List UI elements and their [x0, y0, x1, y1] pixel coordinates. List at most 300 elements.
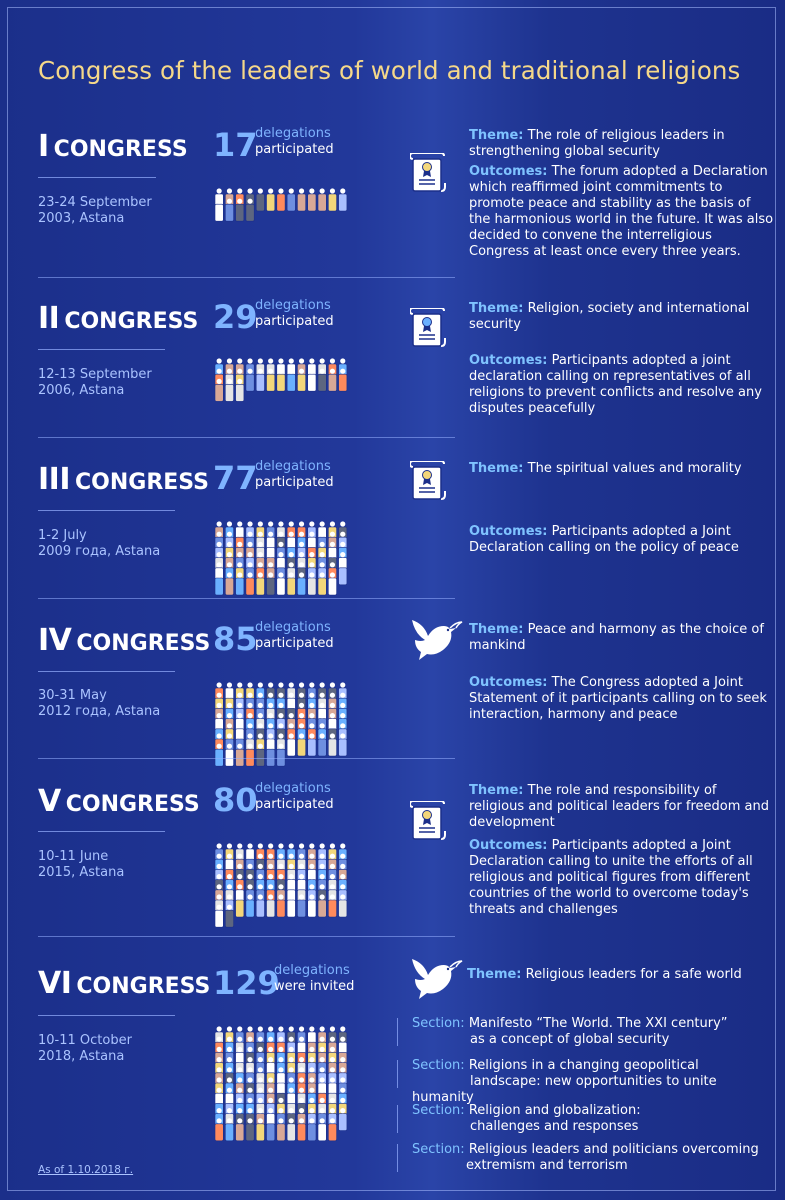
figure-head [217, 854, 222, 859]
figure-head [247, 884, 252, 889]
figure-body [318, 1124, 326, 1141]
figure-body [339, 194, 347, 211]
figure-head [340, 358, 345, 363]
figure-head [330, 703, 335, 708]
figure-head [258, 713, 263, 718]
figure-head [258, 552, 263, 557]
theme-text: The role of religious leaders in strengthening global security [469, 128, 725, 159]
figure-head [217, 693, 222, 698]
congress-word: CONGRESS [75, 470, 209, 495]
figure-body [287, 739, 295, 756]
figure-head [299, 843, 304, 848]
figure-head [299, 188, 304, 193]
congress-numeral: III [38, 462, 70, 497]
figure-head [258, 358, 263, 363]
figure-grid [214, 358, 350, 403]
section-content [412, 1016, 728, 1048]
heading-underline [38, 349, 165, 350]
figure-head [268, 874, 273, 879]
figure-head [278, 884, 283, 889]
figure-head [247, 703, 252, 708]
figure-head [268, 358, 273, 363]
figure-head [320, 1026, 325, 1031]
label-line-2: participated [255, 636, 334, 651]
figure-head [309, 864, 314, 869]
figure-head [289, 552, 294, 557]
delegation-count: 85 [213, 620, 258, 658]
congress-date [38, 367, 152, 399]
figure-head [299, 369, 304, 374]
label-line-2: participated [255, 475, 334, 490]
figure-head [320, 864, 325, 869]
figure-head [278, 1057, 283, 1062]
delegation-figures [214, 521, 350, 600]
figure-head [320, 562, 325, 567]
figure-head [278, 854, 283, 859]
figure-head [247, 894, 252, 899]
figure-body [287, 1124, 295, 1141]
section-key: Section: [412, 1058, 465, 1073]
figure-head [217, 713, 222, 718]
figure-head [217, 1118, 222, 1123]
figure-body [287, 900, 295, 917]
figure-head [330, 521, 335, 526]
dove-svg [410, 616, 464, 660]
figure-head [227, 521, 232, 526]
figure-head [268, 733, 273, 738]
figure-head [320, 894, 325, 899]
label-line-2: participated [255, 314, 334, 329]
figure-head [237, 1118, 242, 1123]
figure-body [287, 374, 295, 391]
figure-head [289, 562, 294, 567]
figure-head [227, 874, 232, 879]
figure-head [330, 864, 335, 869]
figure-head [278, 1067, 283, 1072]
figure-head [268, 713, 273, 718]
figure-head [330, 1098, 335, 1103]
figure-head [309, 1098, 314, 1103]
heading-underline [38, 510, 175, 511]
figure-head [289, 1047, 294, 1052]
figure-head [330, 532, 335, 537]
figure-body [318, 194, 326, 211]
figure-head [330, 723, 335, 728]
figure-head [258, 693, 263, 698]
figure-body [308, 194, 316, 211]
congress-numeral: V [38, 784, 61, 819]
figure-body [297, 1124, 305, 1141]
figure-head [247, 1037, 252, 1042]
figure-head [278, 1098, 283, 1103]
figure-head [268, 552, 273, 557]
figure-head [227, 854, 232, 859]
figure-head [237, 369, 242, 374]
figure-head [227, 744, 232, 749]
figure-body [225, 578, 233, 595]
figure-body [267, 374, 275, 391]
figure-body [236, 384, 244, 401]
figure-head [309, 1057, 314, 1062]
figure-head [237, 358, 242, 363]
figure-head [289, 1077, 294, 1082]
figure-head [227, 713, 232, 718]
figure-head [237, 542, 242, 547]
figure-head [289, 1026, 294, 1031]
figure-head [237, 843, 242, 848]
figure-head [289, 713, 294, 718]
figure-head [299, 572, 304, 577]
figure-head [237, 521, 242, 526]
label-line-1: delegations [255, 126, 331, 141]
figure-head [340, 1037, 345, 1042]
figure-body [256, 374, 264, 391]
figure-head [237, 703, 242, 708]
figure-head [237, 874, 242, 879]
figure-body [308, 578, 316, 595]
figure-head [227, 1057, 232, 1062]
heading-underline [38, 671, 175, 672]
figure-body [308, 374, 316, 391]
figure-head [227, 693, 232, 698]
figure-head [299, 1037, 304, 1042]
figure-body [256, 1124, 264, 1141]
figure-head [227, 552, 232, 557]
figure-head [309, 562, 314, 567]
figure-head [237, 1037, 242, 1042]
figure-head [340, 864, 345, 869]
figure-head [227, 864, 232, 869]
figure-head [320, 1108, 325, 1113]
figure-head [258, 542, 263, 547]
footnote: As of 1.10.2018 г. [38, 1164, 134, 1176]
figure-head [278, 682, 283, 687]
figure-head [330, 1026, 335, 1031]
figure-head [330, 188, 335, 193]
figure-head [278, 843, 283, 848]
figure-grid [214, 188, 350, 222]
figure-head [309, 843, 314, 848]
figure-head [217, 542, 222, 547]
figure-head [289, 369, 294, 374]
figure-head [340, 1057, 345, 1062]
delegation-figure [339, 188, 347, 211]
delegation-figure [267, 188, 275, 211]
figure-body [339, 374, 347, 391]
theme-text: Religion, society and international security [469, 301, 750, 332]
figure-head [247, 572, 252, 577]
figure-head [320, 1088, 325, 1093]
figure-head [258, 744, 263, 749]
figure-head [227, 379, 232, 384]
figure-head [309, 733, 314, 738]
congress-word: CONGRESS [76, 974, 211, 999]
figure-head [320, 1037, 325, 1042]
section-key: Section: [412, 1103, 465, 1118]
figure-body [297, 578, 305, 595]
figure-head [320, 369, 325, 374]
delegation-figures [214, 358, 350, 407]
delegation-label [255, 126, 334, 158]
figure-head [289, 1118, 294, 1123]
section-content [412, 1142, 759, 1174]
figure-head [309, 1037, 314, 1042]
figure-head [258, 1118, 263, 1123]
figure-head [340, 843, 345, 848]
figure-head [299, 682, 304, 687]
figure-head [289, 1098, 294, 1103]
figure-head [268, 188, 273, 193]
figure-head [330, 733, 335, 738]
label-line-1: delegations [255, 298, 331, 313]
figure-body [246, 900, 254, 917]
figure-head [237, 1108, 242, 1113]
figure-head [217, 1077, 222, 1082]
figure-head [330, 1118, 335, 1123]
figure-head [309, 874, 314, 879]
figure-head [227, 884, 232, 889]
figure-head [247, 682, 252, 687]
figure-head [340, 723, 345, 728]
label-line-1: delegations [274, 963, 350, 978]
figure-head [340, 1098, 345, 1103]
label-line-1: delegations [255, 620, 331, 635]
figure-head [330, 1037, 335, 1042]
label-line-2: participated [255, 797, 334, 812]
figure-head [299, 552, 304, 557]
figure-head [258, 572, 263, 577]
section-divider [38, 437, 455, 438]
figure-head [258, 682, 263, 687]
figure-head [237, 1026, 242, 1031]
figure-head [289, 1108, 294, 1113]
figure-head [268, 843, 273, 848]
figure-head [268, 864, 273, 869]
figure-head [299, 358, 304, 363]
congress-heading [38, 301, 199, 336]
figure-body [225, 910, 233, 927]
figure-head [237, 682, 242, 687]
figure-head [217, 843, 222, 848]
figure-head [309, 703, 314, 708]
figure-head [299, 542, 304, 547]
figure-head [340, 1026, 345, 1031]
figure-head [330, 369, 335, 374]
theme-text: The spiritual values and morality [527, 461, 742, 476]
outcomes-text: Participants adopted a Joint Declaration calling on the policy of peace [469, 524, 739, 555]
figure-body [318, 900, 326, 917]
section-bar [397, 1144, 398, 1172]
figure-head [268, 1067, 273, 1072]
figure-head [268, 1098, 273, 1103]
figure-head [320, 1067, 325, 1072]
figure-head [320, 542, 325, 547]
figure-body [236, 900, 244, 917]
figure-head [237, 884, 242, 889]
figure-head [278, 1047, 283, 1052]
figure-head [309, 1077, 314, 1082]
figure-body [256, 194, 264, 211]
figure-head [247, 188, 252, 193]
figure-head [278, 733, 283, 738]
scroll-svg [410, 801, 448, 843]
figure-head [330, 854, 335, 859]
figure-head [309, 693, 314, 698]
figure-head [237, 532, 242, 537]
figure-body [267, 900, 275, 917]
figure-head [320, 723, 325, 728]
figure-head [247, 874, 252, 879]
figure-body [215, 910, 223, 927]
congress-word: CONGRESS [64, 309, 199, 334]
figure-head [340, 1088, 345, 1093]
figure-body [328, 900, 336, 917]
figure-head [268, 369, 273, 374]
figure-head [278, 542, 283, 547]
figure-head [299, 532, 304, 537]
figure-body [339, 568, 347, 585]
figure-head [217, 1088, 222, 1093]
figure-head [227, 703, 232, 708]
figure-head [330, 358, 335, 363]
figure-head [258, 1047, 263, 1052]
figure-head [237, 693, 242, 698]
figure-body [339, 739, 347, 756]
figure-body [328, 374, 336, 391]
figure-body [308, 900, 316, 917]
section-divider [38, 277, 455, 278]
figure-head [247, 552, 252, 557]
figure-head [320, 682, 325, 687]
figure-head [309, 1026, 314, 1031]
figure-head [217, 1026, 222, 1031]
scroll-certificate-icon [410, 801, 448, 847]
figure-head [227, 1037, 232, 1042]
figure-head [237, 864, 242, 869]
figure-head [309, 1088, 314, 1093]
figure-head [247, 733, 252, 738]
theme-key: Theme: [467, 967, 522, 982]
figure-head [309, 358, 314, 363]
figure-grid [214, 521, 350, 596]
figure-body [287, 578, 295, 595]
figure-head [320, 1057, 325, 1062]
figure-head [309, 532, 314, 537]
figure-head [258, 1088, 263, 1093]
figure-head [299, 1098, 304, 1103]
figure-head [320, 854, 325, 859]
figure-head [340, 369, 345, 374]
figure-head [330, 1088, 335, 1093]
figure-head [320, 532, 325, 537]
figure-head [227, 358, 232, 363]
outcomes-key: Outcomes: [469, 838, 548, 853]
figure-body [256, 578, 264, 595]
outcomes-block [469, 524, 774, 556]
congress-date [38, 1033, 132, 1065]
figure-head [237, 379, 242, 384]
figure-head [258, 1098, 263, 1103]
figure-head [309, 884, 314, 889]
figure-body [215, 1124, 223, 1141]
figure-head [237, 854, 242, 859]
date-line: 10-11 June [38, 849, 109, 864]
figure-body [246, 578, 254, 595]
figure-grid [214, 843, 350, 928]
figure-head [247, 843, 252, 848]
figure-head [237, 1047, 242, 1052]
figure-head [320, 1118, 325, 1123]
theme-block [469, 301, 774, 333]
figure-head [340, 693, 345, 698]
outcomes-text: The forum adopted a Declaration which reaffirmed joint commitments to promote peace and stability as the basis of the harmonious world in the future. It was also decided to convene the interreligious Congress at least once every three years. [469, 164, 774, 259]
figure-head [247, 199, 252, 204]
figure-head [320, 884, 325, 889]
figure-head [278, 552, 283, 557]
figure-head [320, 1077, 325, 1082]
page-title: Congress of the leaders of world and traditional religions [38, 56, 741, 85]
figure-head [247, 542, 252, 547]
delegation-figures [214, 188, 350, 226]
figure-head [330, 682, 335, 687]
label-line-1: delegations [255, 459, 331, 474]
figure-head [289, 542, 294, 547]
figure-head [289, 703, 294, 708]
figure-body [328, 739, 336, 756]
congress-numeral: VI [38, 966, 72, 1001]
theme-text: Peace and harmony as the choice of mankind [469, 622, 764, 653]
figure-body [339, 1114, 347, 1131]
figure-head [278, 1118, 283, 1123]
figure-body [318, 739, 326, 756]
figure-head [237, 1098, 242, 1103]
date-line: 1-2 July [38, 528, 87, 543]
figure-head [217, 1047, 222, 1052]
figure-body [339, 900, 347, 917]
figure-head [227, 1067, 232, 1072]
figure-head [340, 1067, 345, 1072]
figure-head [320, 874, 325, 879]
figure-head [217, 733, 222, 738]
figure-head [320, 733, 325, 738]
figure-head [340, 682, 345, 687]
figure-body [297, 900, 305, 917]
figure-head [289, 521, 294, 526]
figure-head [278, 693, 283, 698]
figure-head [258, 843, 263, 848]
section-line-1: Manifesto “The World. The XXI century” [468, 1016, 728, 1031]
figure-body [236, 578, 244, 595]
figure-body [215, 384, 223, 401]
figure-head [340, 521, 345, 526]
delegation-label [255, 620, 334, 652]
heading-underline [38, 177, 156, 178]
dove-icon [410, 616, 464, 664]
figure-head [237, 552, 242, 557]
figure-head [227, 1098, 232, 1103]
figure-head [247, 1118, 252, 1123]
figure-head [320, 552, 325, 557]
outcomes-text: The Congress adopted a Joint Statement of it participants calling on to seek interaction, harmony and peace [469, 675, 767, 722]
date-location: 2003, Astana [38, 211, 125, 226]
congress-heading [38, 129, 188, 164]
figure-head [309, 713, 314, 718]
figure-head [227, 1047, 232, 1052]
figure-head [340, 703, 345, 708]
figure-body [277, 374, 285, 391]
figure-head [320, 1047, 325, 1052]
figure-head [268, 562, 273, 567]
